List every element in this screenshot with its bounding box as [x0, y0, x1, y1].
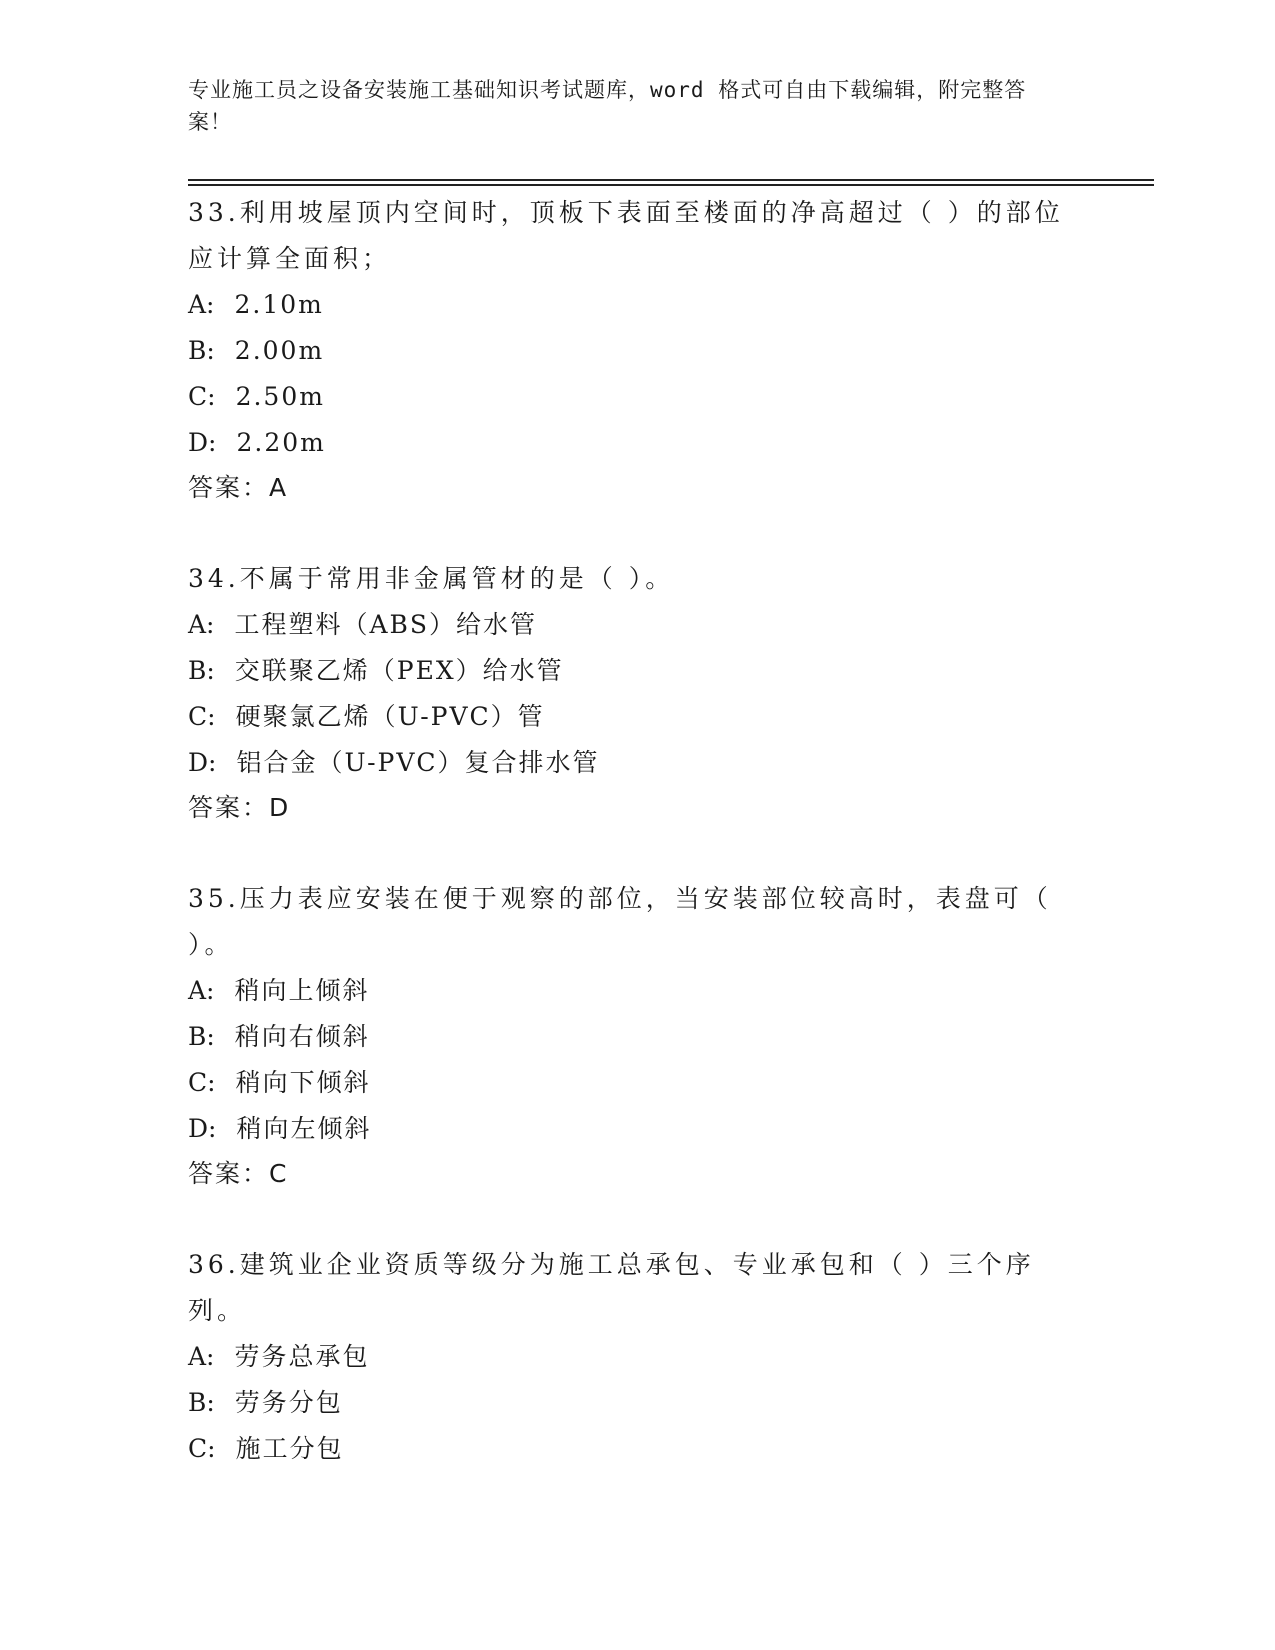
option-a: A: 劳务总承包: [188, 1342, 370, 1371]
question-text: 33.利用坡屋顶内空间时，顶板下表面至楼面的净高超过（ ）的部位应计算全面积；: [188, 198, 1064, 273]
option-d: D: 2.20m: [188, 428, 326, 457]
answer: 答案：D: [188, 793, 291, 822]
option-b: B: 交联聚乙烯（PEX）给水管: [188, 656, 564, 685]
option-d: D: 铝合金（U-PVC）复合排水管: [188, 748, 600, 777]
option-b: B: 稍向右倾斜: [188, 1022, 370, 1051]
option-a: A: 工程塑料（ABS）给水管: [188, 610, 538, 639]
option-a: A: 2.10m: [188, 290, 324, 319]
option-c: C: 施工分包: [188, 1434, 344, 1463]
question-list: [188, 190, 1088, 1472]
question-36: [188, 1242, 1088, 1472]
option-d: D: 稍向左倾斜: [188, 1114, 372, 1143]
answer: 答案：A: [188, 473, 289, 502]
question-text: 36.建筑业企业资质等级分为施工总承包、专业承包和（ ）三个序列。: [188, 1250, 1035, 1325]
option-b: B: 劳务分包: [188, 1388, 343, 1417]
question-text: 34.不属于常用非金属管材的是（ ）。: [188, 564, 675, 593]
header-divider-top: [188, 179, 1154, 181]
option-a: A: 稍向上倾斜: [188, 976, 370, 1005]
question-35: [188, 876, 1088, 1196]
option-b: B: 2.00m: [188, 336, 325, 365]
header-divider-bottom: [188, 184, 1154, 186]
question-text: 35.压力表应安装在便于观察的部位，当安装部位较高时，表盘可（ ）。: [188, 884, 1052, 959]
question-34: [188, 556, 1088, 830]
option-c: C: 稍向下倾斜: [188, 1068, 371, 1097]
document-header: 专业施工员之设备安装施工基础知识考试题库，word 格式可自由下载编辑，附完整答案！: [188, 78, 1027, 134]
answer: 答案：C: [188, 1159, 289, 1188]
option-c: C: 2.50m: [188, 382, 325, 411]
question-33: [188, 190, 1088, 510]
option-c: C: 硬聚氯乙烯（U-PVC）管: [188, 702, 545, 731]
